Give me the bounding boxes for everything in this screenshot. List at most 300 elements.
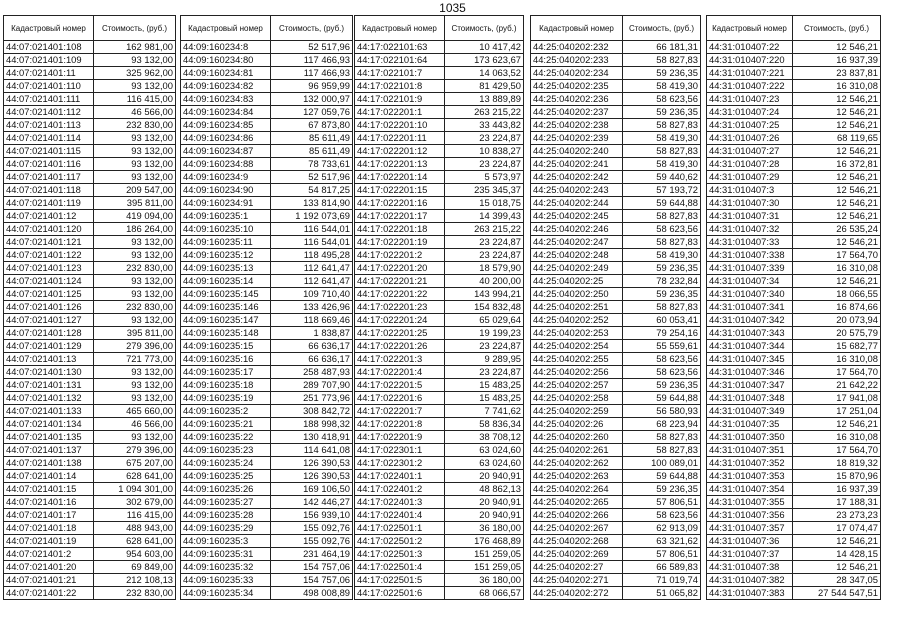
table-row bbox=[355, 184, 524, 197]
cadastral-number-cell: 44:09:160235:25 bbox=[181, 470, 271, 483]
cadastral-number-cell: 44:31:010407:357 bbox=[707, 522, 793, 535]
cadastral-number-cell: 44:17:022401:3 bbox=[355, 496, 445, 509]
cadastral-number-cell: 44:25:040202:263 bbox=[531, 470, 623, 483]
cadastral-number-cell: 44:09:160235:26 bbox=[181, 483, 271, 496]
cost-cell: 116 415,00 bbox=[94, 93, 176, 106]
cost-cell: 78 232,84 bbox=[623, 275, 701, 288]
cost-cell: 109 710,40 bbox=[271, 288, 353, 301]
cost-cell: 93 132,00 bbox=[94, 366, 176, 379]
cost-cell: 57 806,51 bbox=[623, 496, 701, 509]
cadastral-number-cell: 44:25:040202:238 bbox=[531, 119, 623, 132]
cost-cell: 17 251,04 bbox=[793, 405, 881, 418]
cadastral-number-cell: 44:31:010407:354 bbox=[707, 483, 793, 496]
cadastral-number-cell: 44:07:021401:16 bbox=[4, 496, 94, 509]
cost-cell: 17 941,08 bbox=[793, 392, 881, 405]
cost-cell: 79 254,16 bbox=[623, 327, 701, 340]
cost-cell: 23 224,87 bbox=[445, 340, 524, 353]
table-row bbox=[531, 223, 701, 236]
cadastral-number-cell: 44:07:021401:127 bbox=[4, 314, 94, 327]
table-row bbox=[707, 288, 881, 301]
cadastral-number-cell: 44:31:010407:353 bbox=[707, 470, 793, 483]
cadastral-number-cell: 44:31:010407:346 bbox=[707, 366, 793, 379]
cost-cell: 155 092,76 bbox=[271, 522, 353, 535]
cadastral-number-cell: 44:31:010407:3 bbox=[707, 184, 793, 197]
table-row bbox=[707, 431, 881, 444]
cadastral-number-cell: 44:17:022201:15 bbox=[355, 184, 445, 197]
cost-cell: 78 733,61 bbox=[271, 158, 353, 171]
table-row bbox=[181, 431, 353, 444]
cadastral-number-cell: 44:31:010407:340 bbox=[707, 288, 793, 301]
cost-cell: 58 419,30 bbox=[623, 158, 701, 171]
cadastral-number-cell: 44:17:022101:64 bbox=[355, 54, 445, 67]
table-row bbox=[531, 457, 701, 470]
cadastral-number-cell: 44:31:010407:351 bbox=[707, 444, 793, 457]
cadastral-number-cell: 44:09:160235:16 bbox=[181, 353, 271, 366]
table-row bbox=[4, 496, 176, 509]
cost-cell: 58 623,56 bbox=[623, 223, 701, 236]
cost-cell: 58 827,83 bbox=[623, 431, 701, 444]
cadastral-number-cell: 44:25:040202:237 bbox=[531, 106, 623, 119]
cadastral-number-cell: 44:25:040202:249 bbox=[531, 262, 623, 275]
table-row bbox=[181, 93, 353, 106]
table-row bbox=[707, 106, 881, 119]
table-row bbox=[181, 392, 353, 405]
cadastral-number-cell: 44:17:022301:1 bbox=[355, 444, 445, 457]
cadastral-number-cell: 44:25:040202:253 bbox=[531, 327, 623, 340]
cadastral-number-cell: 44:17:022201:19 bbox=[355, 236, 445, 249]
table-row bbox=[707, 41, 881, 54]
table-row bbox=[181, 236, 353, 249]
table-row bbox=[531, 41, 701, 54]
cadastral-number-cell: 44:07:021401:119 bbox=[4, 197, 94, 210]
table-row bbox=[181, 210, 353, 223]
cadastral-number-cell: 44:17:022201:3 bbox=[355, 353, 445, 366]
table-row bbox=[4, 41, 176, 54]
cost-cell: 20 940,91 bbox=[445, 509, 524, 522]
table-row bbox=[707, 418, 881, 431]
cost-cell: 17 188,31 bbox=[793, 496, 881, 509]
cadastral-header: Кадастровый номер bbox=[355, 16, 445, 41]
cost-header: Стоимость, (руб.) bbox=[271, 16, 353, 41]
cost-cell: 93 132,00 bbox=[94, 145, 176, 158]
table-row bbox=[531, 509, 701, 522]
cost-cell: 20 940,91 bbox=[445, 496, 524, 509]
table-row bbox=[181, 496, 353, 509]
table-row bbox=[707, 249, 881, 262]
cost-cell: 93 132,00 bbox=[94, 288, 176, 301]
table-row bbox=[4, 223, 176, 236]
cost-cell: 27 544 547,51 bbox=[793, 587, 881, 600]
table-row bbox=[531, 275, 701, 288]
cost-cell: 10 417,42 bbox=[445, 41, 524, 54]
cost-cell: 212 108,13 bbox=[94, 574, 176, 587]
cost-cell: 13 889,89 bbox=[445, 93, 524, 106]
cost-cell: 93 132,00 bbox=[94, 314, 176, 327]
cadastral-number-cell: 44:17:022501:1 bbox=[355, 522, 445, 535]
table-row bbox=[707, 301, 881, 314]
cadastral-number-cell: 44:07:021401:125 bbox=[4, 288, 94, 301]
cost-cell: 93 132,00 bbox=[94, 392, 176, 405]
cadastral-number-cell: 44:31:010407:37 bbox=[707, 548, 793, 561]
cadastral-number-cell: 44:31:010407:383 bbox=[707, 587, 793, 600]
table-row bbox=[355, 431, 524, 444]
cost-cell: 325 962,00 bbox=[94, 67, 176, 80]
table-row bbox=[355, 171, 524, 184]
cost-cell: 12 546,21 bbox=[793, 171, 881, 184]
table-row bbox=[707, 184, 881, 197]
cost-cell: 721 773,00 bbox=[94, 353, 176, 366]
cost-header: Стоимость, (руб.) bbox=[793, 16, 881, 41]
cadastral-number-cell: 44:31:010407:350 bbox=[707, 431, 793, 444]
table-row bbox=[4, 93, 176, 106]
cadastral-number-cell: 44:07:021401:124 bbox=[4, 275, 94, 288]
table-row bbox=[355, 301, 524, 314]
cadastral-number-cell: 44:17:022201:13 bbox=[355, 158, 445, 171]
table-row bbox=[707, 444, 881, 457]
cost-cell: 26 535,24 bbox=[793, 223, 881, 236]
table-row bbox=[181, 145, 353, 158]
table-row bbox=[4, 405, 176, 418]
cost-cell: 59 644,88 bbox=[623, 470, 701, 483]
cadastral-number-cell: 44:17:022201:18 bbox=[355, 223, 445, 236]
table-row bbox=[707, 522, 881, 535]
table-row bbox=[707, 457, 881, 470]
table-row bbox=[707, 574, 881, 587]
cadastral-number-cell: 44:07:021401:131 bbox=[4, 379, 94, 392]
table-row bbox=[531, 535, 701, 548]
cadastral-number-cell: 44:31:010407:349 bbox=[707, 405, 793, 418]
table-row bbox=[707, 275, 881, 288]
cadastral-number-cell: 44:31:010407:355 bbox=[707, 496, 793, 509]
cost-cell: 57 806,51 bbox=[623, 548, 701, 561]
cost-cell: 12 546,21 bbox=[793, 197, 881, 210]
cost-cell: 18 819,32 bbox=[793, 457, 881, 470]
cost-cell: 14 399,43 bbox=[445, 210, 524, 223]
table-row bbox=[181, 327, 353, 340]
cadastral-number-cell: 44:31:010407:342 bbox=[707, 314, 793, 327]
table-row bbox=[181, 574, 353, 587]
cost-cell: 488 943,00 bbox=[94, 522, 176, 535]
table-row bbox=[707, 262, 881, 275]
table-row bbox=[181, 457, 353, 470]
table-row bbox=[531, 366, 701, 379]
table-row bbox=[181, 535, 353, 548]
cost-cell: 93 132,00 bbox=[94, 80, 176, 93]
cadastral-number-cell: 44:09:160234:8 bbox=[181, 41, 271, 54]
table-row bbox=[181, 587, 353, 600]
cadastral-number-cell: 44:07:021401:114 bbox=[4, 132, 94, 145]
cost-cell: 93 132,00 bbox=[94, 431, 176, 444]
cadastral-number-cell: 44:31:010407:356 bbox=[707, 509, 793, 522]
table-row bbox=[181, 444, 353, 457]
cost-cell: 15 870,96 bbox=[793, 470, 881, 483]
table-row bbox=[531, 80, 701, 93]
cadastral-number-cell: 44:17:022201:26 bbox=[355, 340, 445, 353]
table-row bbox=[531, 574, 701, 587]
cadastral-number-cell: 44:25:040202:259 bbox=[531, 405, 623, 418]
cost-cell: 66 589,83 bbox=[623, 561, 701, 574]
page-number: 1035 bbox=[439, 1, 466, 15]
table-row bbox=[4, 483, 176, 496]
cost-cell: 58 623,56 bbox=[623, 93, 701, 106]
cadastral-number-cell: 44:07:021401:115 bbox=[4, 145, 94, 158]
cost-cell: 133 814,90 bbox=[271, 197, 353, 210]
cost-cell: 48 862,13 bbox=[445, 483, 524, 496]
cadastral-number-cell: 44:09:160234:88 bbox=[181, 158, 271, 171]
cadastral-number-cell: 44:17:022501:6 bbox=[355, 587, 445, 600]
cadastral-number-cell: 44:07:021401:120 bbox=[4, 223, 94, 236]
table-row bbox=[355, 405, 524, 418]
cadastral-number-cell: 44:09:160235:148 bbox=[181, 327, 271, 340]
cost-cell: 17 564,70 bbox=[793, 444, 881, 457]
table-row bbox=[181, 561, 353, 574]
cost-cell: 46 566,00 bbox=[94, 418, 176, 431]
table-row bbox=[707, 80, 881, 93]
cadastral-number-cell: 44:17:022301:2 bbox=[355, 457, 445, 470]
cadastral-number-cell: 44:25:040202:240 bbox=[531, 145, 623, 158]
cost-cell: 68 223,94 bbox=[623, 418, 701, 431]
cadastral-number-cell: 44:07:021401:21 bbox=[4, 574, 94, 587]
cost-cell: 16 310,08 bbox=[793, 431, 881, 444]
table-row bbox=[707, 119, 881, 132]
cadastral-number-cell: 44:31:010407:35 bbox=[707, 418, 793, 431]
table-row bbox=[4, 158, 176, 171]
cadastral-number-cell: 44:25:040202:26 bbox=[531, 418, 623, 431]
cost-cell: 142 446,27 bbox=[271, 496, 353, 509]
table-row bbox=[707, 366, 881, 379]
table-row bbox=[181, 366, 353, 379]
table-row bbox=[181, 379, 353, 392]
cost-cell: 100 089,01 bbox=[623, 457, 701, 470]
cadastral-number-cell: 44:25:040202:233 bbox=[531, 54, 623, 67]
cadastral-number-cell: 44:09:160235:21 bbox=[181, 418, 271, 431]
cost-cell: 302 679,00 bbox=[94, 496, 176, 509]
cost-cell: 15 483,25 bbox=[445, 392, 524, 405]
cadastral-number-cell: 44:09:160235:2 bbox=[181, 405, 271, 418]
table-row bbox=[181, 158, 353, 171]
cadastral-number-cell: 44:31:010407:27 bbox=[707, 145, 793, 158]
cost-cell: 59 236,35 bbox=[623, 262, 701, 275]
table-row bbox=[355, 457, 524, 470]
cadastral-number-cell: 44:31:010407:345 bbox=[707, 353, 793, 366]
cadastral-number-cell: 44:07:021401:134 bbox=[4, 418, 94, 431]
cost-cell: 116 415,00 bbox=[94, 509, 176, 522]
table-row bbox=[707, 145, 881, 158]
cost-cell: 46 566,00 bbox=[94, 106, 176, 119]
table-row bbox=[531, 158, 701, 171]
cost-cell: 419 094,00 bbox=[94, 210, 176, 223]
table-row bbox=[707, 561, 881, 574]
table-row bbox=[181, 184, 353, 197]
table-row bbox=[181, 314, 353, 327]
cost-cell: 28 347,05 bbox=[793, 574, 881, 587]
cadastral-number-cell: 44:25:040202:266 bbox=[531, 509, 623, 522]
cadastral-number-cell: 44:25:040202:268 bbox=[531, 535, 623, 548]
table-row bbox=[355, 275, 524, 288]
cadastral-number-cell: 44:07:021401:109 bbox=[4, 54, 94, 67]
cost-cell: 58 623,56 bbox=[623, 509, 701, 522]
table-row bbox=[707, 470, 881, 483]
cost-cell: 132 000,97 bbox=[271, 93, 353, 106]
cadastral-number-cell: 44:09:160234:82 bbox=[181, 80, 271, 93]
cadastral-number-cell: 44:31:010407:29 bbox=[707, 171, 793, 184]
table-row bbox=[181, 132, 353, 145]
cost-cell: 9 289,95 bbox=[445, 353, 524, 366]
table-row bbox=[707, 353, 881, 366]
table-row bbox=[355, 574, 524, 587]
cost-cell: 16 310,08 bbox=[793, 80, 881, 93]
cost-cell: 14 428,15 bbox=[793, 548, 881, 561]
cost-cell: 15 483,25 bbox=[445, 379, 524, 392]
cost-cell: 308 842,72 bbox=[271, 405, 353, 418]
cadastral-number-cell: 44:31:010407:220 bbox=[707, 54, 793, 67]
cost-cell: 93 132,00 bbox=[94, 275, 176, 288]
cadastral-number-cell: 44:17:022101:8 bbox=[355, 80, 445, 93]
cost-cell: 12 546,21 bbox=[793, 535, 881, 548]
cost-cell: 1 094 301,00 bbox=[94, 483, 176, 496]
cost-cell: 16 310,08 bbox=[793, 262, 881, 275]
cadastral-number-cell: 44:17:022201:4 bbox=[355, 366, 445, 379]
cadastral-number-cell: 44:07:021401:19 bbox=[4, 535, 94, 548]
cost-cell: 18 066,55 bbox=[793, 288, 881, 301]
cost-cell: 17 564,70 bbox=[793, 249, 881, 262]
cost-cell: 58 827,83 bbox=[623, 236, 701, 249]
cadastral-number-cell: 44:09:160235:11 bbox=[181, 236, 271, 249]
cost-cell: 62 913,09 bbox=[623, 522, 701, 535]
table-row bbox=[4, 67, 176, 80]
cadastral-number-cell: 44:17:022201:8 bbox=[355, 418, 445, 431]
cadastral-number-cell: 44:17:022101:9 bbox=[355, 93, 445, 106]
cost-cell: 154 832,48 bbox=[445, 301, 524, 314]
cost-header: Стоимость, (руб.) bbox=[623, 16, 701, 41]
table-row bbox=[4, 80, 176, 93]
cadastral-number-cell: 44:31:010407:338 bbox=[707, 249, 793, 262]
cost-cell: 209 547,00 bbox=[94, 184, 176, 197]
cadastral-number-cell: 44:07:021401:111 bbox=[4, 93, 94, 106]
table-row bbox=[707, 236, 881, 249]
cadastral-number-cell: 44:31:010407:343 bbox=[707, 327, 793, 340]
cost-cell: 93 132,00 bbox=[94, 158, 176, 171]
cost-cell: 63 024,60 bbox=[445, 457, 524, 470]
table-row bbox=[531, 392, 701, 405]
cost-cell: 127 059,76 bbox=[271, 106, 353, 119]
cadastral-number-cell: 44:17:022401:2 bbox=[355, 483, 445, 496]
cost-cell: 12 546,21 bbox=[793, 93, 881, 106]
cost-cell: 126 390,53 bbox=[271, 470, 353, 483]
cadastral-number-cell: 44:25:040202:271 bbox=[531, 574, 623, 587]
cadastral-number-cell: 44:25:040202:25 bbox=[531, 275, 623, 288]
cadastral-number-cell: 44:31:010407:30 bbox=[707, 197, 793, 210]
cadastral-number-cell: 44:31:010407:32 bbox=[707, 223, 793, 236]
cadastral-number-cell: 44:07:021401:123 bbox=[4, 262, 94, 275]
table-row bbox=[4, 574, 176, 587]
cost-cell: 93 132,00 bbox=[94, 379, 176, 392]
cost-cell: 58 827,83 bbox=[623, 301, 701, 314]
cost-cell: 51 065,82 bbox=[623, 587, 701, 600]
cadastral-number-cell: 44:25:040202:250 bbox=[531, 288, 623, 301]
table-row bbox=[355, 587, 524, 600]
cost-cell: 12 546,21 bbox=[793, 561, 881, 574]
cadastral-number-cell: 44:09:160234:90 bbox=[181, 184, 271, 197]
cadastral-number-cell: 44:31:010407:24 bbox=[707, 106, 793, 119]
table-row bbox=[4, 210, 176, 223]
cadastral-number-cell: 44:25:040202:234 bbox=[531, 67, 623, 80]
cost-cell: 21 642,22 bbox=[793, 379, 881, 392]
table-row bbox=[355, 236, 524, 249]
cadastral-number-cell: 44:07:021401:2 bbox=[4, 548, 94, 561]
cost-cell: 38 708,12 bbox=[445, 431, 524, 444]
cadastral-number-cell: 44:25:040202:256 bbox=[531, 366, 623, 379]
cost-cell: 58 836,34 bbox=[445, 418, 524, 431]
cadastral-number-cell: 44:17:022201:17 bbox=[355, 210, 445, 223]
cost-cell: 65 029,64 bbox=[445, 314, 524, 327]
cadastral-number-cell: 44:31:010407:34 bbox=[707, 275, 793, 288]
table-row bbox=[355, 340, 524, 353]
table-row bbox=[531, 288, 701, 301]
cadastral-number-cell: 44:25:040202:239 bbox=[531, 132, 623, 145]
cost-cell: 232 830,00 bbox=[94, 587, 176, 600]
cost-cell: 465 660,00 bbox=[94, 405, 176, 418]
cadastral-number-cell: 44:25:040202:252 bbox=[531, 314, 623, 327]
table-row bbox=[355, 509, 524, 522]
cost-cell: 151 259,05 bbox=[445, 561, 524, 574]
cost-cell: 59 236,35 bbox=[623, 379, 701, 392]
cost-cell: 118 669,46 bbox=[271, 314, 353, 327]
cost-cell: 12 546,21 bbox=[793, 119, 881, 132]
cadastral-number-cell: 44:17:022201:24 bbox=[355, 314, 445, 327]
cost-cell: 93 132,00 bbox=[94, 171, 176, 184]
cost-header: Стоимость, (руб.) bbox=[445, 16, 524, 41]
cost-cell: 231 464,19 bbox=[271, 548, 353, 561]
cost-cell: 59 236,35 bbox=[623, 288, 701, 301]
cost-cell: 954 603,00 bbox=[94, 548, 176, 561]
table-row bbox=[4, 548, 176, 561]
table-row bbox=[181, 41, 353, 54]
table-row bbox=[4, 431, 176, 444]
cadastral-number-cell: 44:31:010407:348 bbox=[707, 392, 793, 405]
cadastral-number-cell: 44:25:040202:247 bbox=[531, 236, 623, 249]
cadastral-number-cell: 44:09:160234:84 bbox=[181, 106, 271, 119]
cost-cell: 66 636,17 bbox=[271, 340, 353, 353]
cost-cell: 85 611,49 bbox=[271, 132, 353, 145]
table-row bbox=[4, 145, 176, 158]
cadastral-number-cell: 44:17:022201:2 bbox=[355, 249, 445, 262]
cadastral-number-cell: 44:09:160235:13 bbox=[181, 262, 271, 275]
cost-cell: 66 636,17 bbox=[271, 353, 353, 366]
cadastral-number-cell: 44:07:021401:132 bbox=[4, 392, 94, 405]
cost-table-1 bbox=[3, 15, 176, 600]
cadastral-number-cell: 44:17:022201:10 bbox=[355, 119, 445, 132]
table-row bbox=[531, 210, 701, 223]
cadastral-number-cell: 44:25:040202:243 bbox=[531, 184, 623, 197]
table-row bbox=[4, 119, 176, 132]
table-row bbox=[531, 93, 701, 106]
table-row bbox=[355, 106, 524, 119]
cost-cell: 16 937,39 bbox=[793, 54, 881, 67]
cost-cell: 117 466,93 bbox=[271, 54, 353, 67]
table-row bbox=[355, 288, 524, 301]
table-row bbox=[355, 119, 524, 132]
cadastral-number-cell: 44:07:021401:126 bbox=[4, 301, 94, 314]
cost-cell: 40 200,00 bbox=[445, 275, 524, 288]
cost-cell: 12 546,21 bbox=[793, 275, 881, 288]
cadastral-header: Кадастровый номер bbox=[181, 16, 271, 41]
cadastral-number-cell: 44:09:160235:146 bbox=[181, 301, 271, 314]
cost-cell: 33 443,82 bbox=[445, 119, 524, 132]
table-row bbox=[707, 509, 881, 522]
cost-cell: 54 817,25 bbox=[271, 184, 353, 197]
table-row bbox=[4, 379, 176, 392]
